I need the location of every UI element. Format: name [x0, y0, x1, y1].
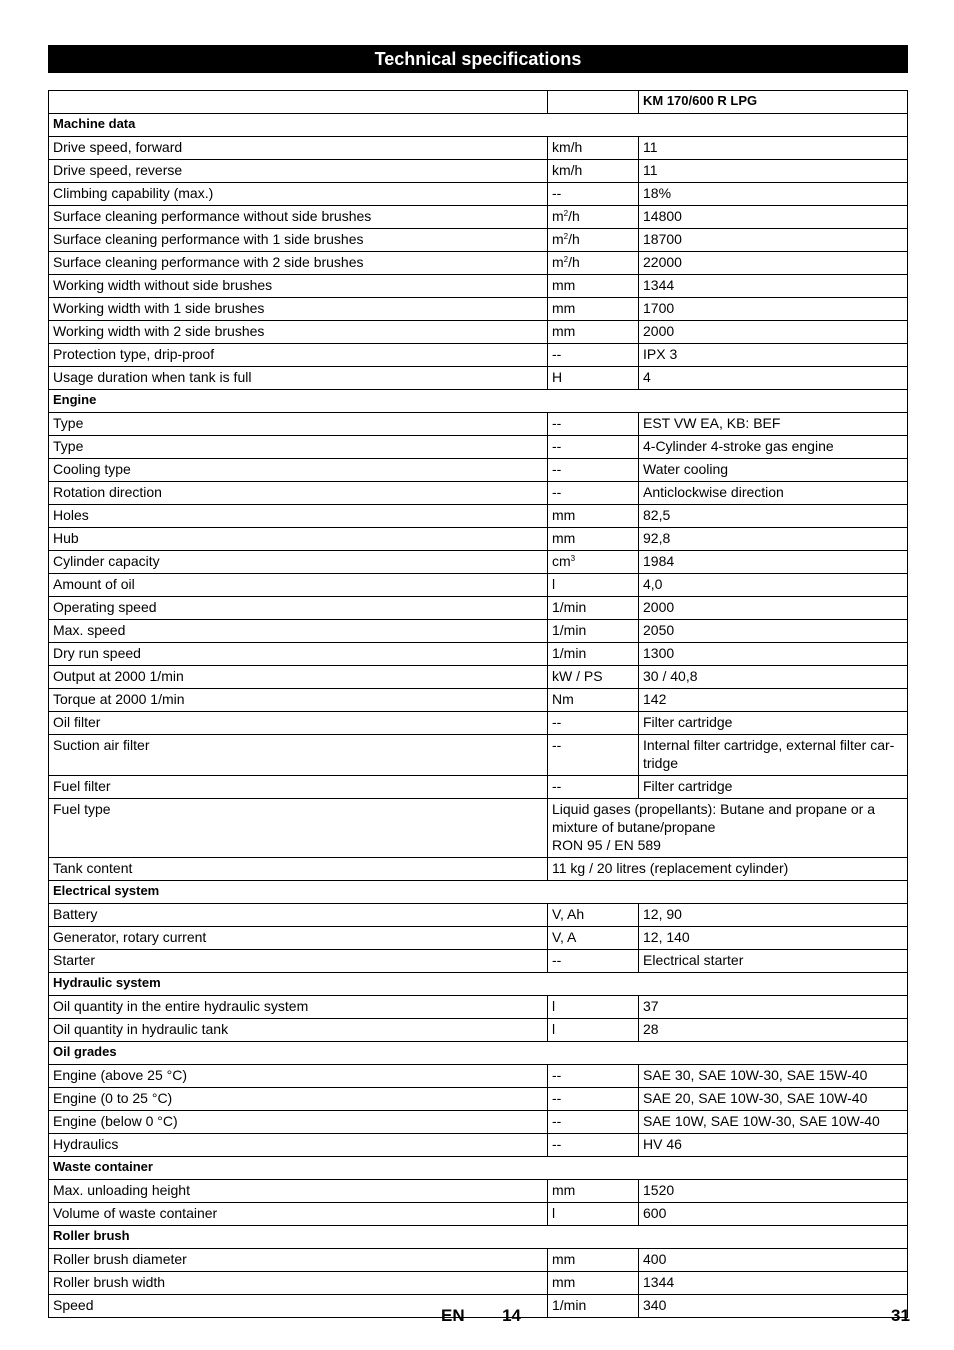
unit-text: --: [552, 484, 562, 500]
table-row: [49, 776, 908, 799]
spec-value: 400: [639, 1249, 908, 1272]
spec-label: Speed: [49, 1295, 548, 1318]
unit-text: mm: [552, 1251, 576, 1267]
table-row: [49, 643, 908, 666]
spec-label: Surface cleaning performance with 1 side brushes: [49, 229, 548, 252]
spec-label: Operating speed: [49, 597, 548, 620]
table-row: [49, 137, 908, 160]
spec-label: Working width without side brushes: [49, 275, 548, 298]
spec-value: 1984: [639, 551, 908, 574]
spec-value-span: [548, 799, 908, 858]
spec-unit: [548, 1134, 639, 1157]
spec-value: 18%: [639, 183, 908, 206]
unit-text: kW / PS: [552, 668, 603, 684]
footer-dash: -: [493, 1309, 498, 1324]
spec-value: SAE 20, SAE 10W-30, SAE 10W-40: [639, 1088, 908, 1111]
section-title: Machine data: [49, 114, 908, 137]
spec-unit: [548, 620, 639, 643]
unit-text: km/h: [552, 139, 583, 155]
table-row: [49, 367, 908, 390]
unit-text: cm: [552, 553, 571, 569]
unit-text: mm: [552, 300, 576, 316]
spec-label: Holes: [49, 505, 548, 528]
table-row: [49, 1203, 908, 1226]
unit-suffix: /h: [568, 231, 580, 247]
unit-text: mm: [552, 507, 576, 523]
section-title: Hydraulic system: [49, 973, 908, 996]
table-row: [49, 183, 908, 206]
section-header-row: [49, 1226, 908, 1249]
spec-unit: [548, 1180, 639, 1203]
spec-value: 22000: [639, 252, 908, 275]
spec-label: Volume of waste container: [49, 1203, 548, 1226]
table-row: [49, 505, 908, 528]
header-label-cell: [49, 91, 548, 114]
spec-unit: [548, 1272, 639, 1295]
unit-text: m: [552, 231, 564, 247]
spec-label: Protection type, drip-proof: [49, 344, 548, 367]
spec-value: 12, 90: [639, 904, 908, 927]
spec-label: Engine (0 to 25 °C): [49, 1088, 548, 1111]
unit-text: mm: [552, 530, 576, 546]
unit-text: mm: [552, 277, 576, 293]
spec-value: 1300: [639, 643, 908, 666]
section-header-row: [49, 1042, 908, 1065]
spec-unit: [548, 482, 639, 505]
spec-unit: [548, 1019, 639, 1042]
spec-value: 600: [639, 1203, 908, 1226]
spec-value: 37: [639, 996, 908, 1019]
unit-text: V, A: [552, 929, 577, 945]
unit-text: 1/min: [552, 622, 587, 638]
spec-value: Filter cartridge: [639, 712, 908, 735]
table-row: [49, 275, 908, 298]
table-row: [49, 459, 908, 482]
table-header-row: [49, 91, 908, 114]
spec-unit: [548, 950, 639, 973]
unit-text: V, Ah: [552, 906, 585, 922]
unit-text: --: [552, 1136, 562, 1152]
spec-value: Internal filter cartridge, external filter car-tridge: [639, 735, 908, 776]
spec-value: 1344: [639, 275, 908, 298]
table-row: [49, 858, 908, 881]
spec-unit: [548, 298, 639, 321]
table-row: [49, 1065, 908, 1088]
header-model-cell: KM 170/600 R LPG: [639, 91, 908, 114]
unit-text: m: [552, 254, 564, 270]
table-row: [49, 1249, 908, 1272]
spec-label: Type: [49, 413, 548, 436]
spec-value: 92,8: [639, 528, 908, 551]
spec-unit: [548, 436, 639, 459]
spec-label: Max. unloading height: [49, 1180, 548, 1203]
spec-label: Working width with 2 side brushes: [49, 321, 548, 344]
table-row: [49, 206, 908, 229]
spec-unit: [548, 927, 639, 950]
spec-unit: [548, 252, 639, 275]
spec-label: Cylinder capacity: [49, 551, 548, 574]
spec-value-line: Liquid gases (propellants): Butane and propane or a: [552, 801, 875, 817]
unit-text: mm: [552, 1182, 576, 1198]
spec-value: HV 46: [639, 1134, 908, 1157]
spec-unit: [548, 1111, 639, 1134]
spec-value: SAE 30, SAE 10W-30, SAE 15W-40: [639, 1065, 908, 1088]
spec-unit: [548, 459, 639, 482]
spec-unit: [548, 183, 639, 206]
spec-label: Drive speed, reverse: [49, 160, 548, 183]
unit-suffix: /h: [568, 254, 580, 270]
spec-unit: [548, 597, 639, 620]
unit-text: 1/min: [552, 645, 587, 661]
unit-text: m: [552, 208, 564, 224]
unit-text: --: [552, 461, 562, 477]
footer-subpage-number: 14: [502, 1306, 521, 1325]
spec-label: Generator, rotary current: [49, 927, 548, 950]
spec-label: Output at 2000 1/min: [49, 666, 548, 689]
spec-value: IPX 3: [639, 344, 908, 367]
spec-value: 12, 140: [639, 927, 908, 950]
spec-unit: [548, 551, 639, 574]
spec-label: Engine (below 0 °C): [49, 1111, 548, 1134]
table-row: [49, 1019, 908, 1042]
spec-unit: [548, 689, 639, 712]
table-row: [49, 436, 908, 459]
spec-label: Roller brush diameter: [49, 1249, 548, 1272]
spec-value: 340: [639, 1295, 908, 1318]
spec-value: 1700: [639, 298, 908, 321]
spec-label: Oil quantity in hydraulic tank: [49, 1019, 548, 1042]
unit-text: km/h: [552, 162, 583, 178]
section-title: Roller brush: [49, 1226, 908, 1249]
unit-text: --: [552, 415, 562, 431]
table-row: [49, 666, 908, 689]
table-row: [49, 1111, 908, 1134]
spec-unit: [548, 776, 639, 799]
unit-text: --: [552, 1090, 562, 1106]
footer-page-number: 31: [891, 1306, 910, 1325]
spec-label: Dry run speed: [49, 643, 548, 666]
spec-label: Surface cleaning performance without side brushes: [49, 206, 548, 229]
unit-superscript: 2: [563, 209, 569, 218]
table-row: [49, 160, 908, 183]
footer-subpage: [493, 1306, 521, 1326]
spec-unit: [548, 1088, 639, 1111]
table-row: [49, 413, 908, 436]
table-row: [49, 904, 908, 927]
unit-text: --: [552, 778, 562, 794]
spec-unit: [548, 666, 639, 689]
spec-label: Engine (above 25 °C): [49, 1065, 548, 1088]
section-header-row: [49, 390, 908, 413]
table-row: [49, 229, 908, 252]
spec-table: [48, 90, 908, 1318]
spec-label: Suction air filter: [49, 735, 548, 776]
unit-superscript: 2: [563, 255, 569, 264]
spec-unit: [548, 1295, 639, 1318]
spec-label: Fuel type: [49, 799, 548, 858]
unit-superscript: 2: [563, 232, 569, 241]
spec-value: 2000: [639, 321, 908, 344]
table-row: [49, 298, 908, 321]
spec-label: Usage duration when tank is full: [49, 367, 548, 390]
spec-unit: [548, 160, 639, 183]
unit-text: --: [552, 346, 562, 362]
spec-value: Water cooling: [639, 459, 908, 482]
table-row: [49, 1088, 908, 1111]
table-row: [49, 950, 908, 973]
spec-label: Working width with 1 side brushes: [49, 298, 548, 321]
spec-unit: [548, 321, 639, 344]
table-row: [49, 252, 908, 275]
unit-text: l: [552, 998, 556, 1014]
table-row: [49, 1272, 908, 1295]
table-row: [49, 1295, 908, 1318]
spec-label: Tank content: [49, 858, 548, 881]
unit-superscript: 3: [570, 554, 576, 563]
spec-label: Amount of oil: [49, 574, 548, 597]
unit-suffix: /h: [568, 208, 580, 224]
table-row: [49, 574, 908, 597]
spec-value: Anticlockwise direction: [639, 482, 908, 505]
table-row: [49, 551, 908, 574]
unit-text: H: [552, 369, 563, 385]
spec-unit: [548, 643, 639, 666]
section-header-row: [49, 114, 908, 137]
spec-value: EST VW EA, KB: BEF: [639, 413, 908, 436]
unit-text: l: [552, 1021, 556, 1037]
spec-label: Fuel filter: [49, 776, 548, 799]
spec-unit: [548, 1203, 639, 1226]
spec-value: 30 / 40,8: [639, 666, 908, 689]
table-row: [49, 712, 908, 735]
spec-unit: [548, 1249, 639, 1272]
table-row: [49, 344, 908, 367]
unit-text: --: [552, 185, 562, 201]
table-row: [49, 689, 908, 712]
unit-text: --: [552, 1067, 562, 1083]
spec-value: Electrical starter: [639, 950, 908, 973]
spec-unit: [548, 574, 639, 597]
spec-value-line: RON 95 / EN 589: [552, 837, 661, 853]
spec-label: Climbing capability (max.): [49, 183, 548, 206]
spec-unit: [548, 735, 639, 776]
spec-value: 4,0: [639, 574, 908, 597]
spec-unit: [548, 206, 639, 229]
spec-value: 1344: [639, 1272, 908, 1295]
section-title: Electrical system: [49, 881, 908, 904]
unit-text: 1/min: [552, 599, 587, 615]
spec-label: Oil filter: [49, 712, 548, 735]
footer-language: EN: [441, 1306, 465, 1325]
spec-unit: [548, 996, 639, 1019]
spec-unit: [548, 413, 639, 436]
spec-value: 1520: [639, 1180, 908, 1203]
spec-label: Drive speed, forward: [49, 137, 548, 160]
unit-text: l: [552, 1205, 556, 1221]
table-row: [49, 1134, 908, 1157]
table-row: [49, 528, 908, 551]
spec-label: Hydraulics: [49, 1134, 548, 1157]
unit-text: --: [552, 714, 562, 730]
spec-unit: [548, 275, 639, 298]
section-title: Oil grades: [49, 1042, 908, 1065]
spec-value: 4-Cylinder 4-stroke gas engine: [639, 436, 908, 459]
spec-label: Oil quantity in the entire hydraulic system: [49, 996, 548, 1019]
spec-value: 2000: [639, 597, 908, 620]
spec-label: Type: [49, 436, 548, 459]
section-header-row: [49, 881, 908, 904]
unit-text: l: [552, 576, 556, 592]
table-row: [49, 321, 908, 344]
unit-text: --: [552, 438, 562, 454]
spec-value: 142: [639, 689, 908, 712]
spec-value-line: mixture of butane/propane: [552, 819, 716, 835]
spec-label: Torque at 2000 1/min: [49, 689, 548, 712]
spec-unit: [548, 229, 639, 252]
spec-value: 2050: [639, 620, 908, 643]
table-row: [49, 799, 908, 858]
spec-label: Cooling type: [49, 459, 548, 482]
spec-label: Starter: [49, 950, 548, 973]
unit-text: mm: [552, 1274, 576, 1290]
spec-unit: [548, 505, 639, 528]
unit-text: Nm: [552, 691, 574, 707]
spec-label: Surface cleaning performance with 2 side brushes: [49, 252, 548, 275]
spec-unit: [548, 137, 639, 160]
spec-value: 11: [639, 137, 908, 160]
table-row: [49, 620, 908, 643]
table-row: [49, 597, 908, 620]
section-title: Waste container: [49, 1157, 908, 1180]
unit-text: --: [552, 1113, 562, 1129]
unit-text: 1/min: [552, 1297, 587, 1313]
header-unit-cell: [548, 91, 639, 114]
spec-value: SAE 10W, SAE 10W-30, SAE 10W-40: [639, 1111, 908, 1134]
spec-unit: [548, 904, 639, 927]
spec-value: 4: [639, 367, 908, 390]
spec-value-span: [548, 858, 908, 881]
spec-label: Battery: [49, 904, 548, 927]
spec-unit: [548, 712, 639, 735]
section-header-row: [49, 973, 908, 996]
spec-value: 14800: [639, 206, 908, 229]
page-title: Technical specifications: [48, 45, 908, 73]
spec-value-line: 11 kg / 20 litres (replacement cylinder): [552, 860, 789, 876]
table-row: [49, 996, 908, 1019]
unit-text: --: [552, 952, 562, 968]
spec-value: Filter cartridge: [639, 776, 908, 799]
spec-unit: [548, 367, 639, 390]
table-row: [49, 735, 908, 776]
spec-value: 18700: [639, 229, 908, 252]
spec-label: Hub: [49, 528, 548, 551]
table-row: [49, 482, 908, 505]
unit-text: --: [552, 737, 562, 753]
spec-value: 28: [639, 1019, 908, 1042]
table-row: [49, 1180, 908, 1203]
table-row: [49, 927, 908, 950]
unit-text: mm: [552, 323, 576, 339]
spec-label: Rotation direction: [49, 482, 548, 505]
spec-value: 82,5: [639, 505, 908, 528]
spec-unit: [548, 528, 639, 551]
section-header-row: [49, 1157, 908, 1180]
spec-value: 11: [639, 160, 908, 183]
spec-unit: [548, 1065, 639, 1088]
section-title: Engine: [49, 390, 908, 413]
spec-label: Max. speed: [49, 620, 548, 643]
spec-unit: [548, 344, 639, 367]
spec-label: Roller brush width: [49, 1272, 548, 1295]
